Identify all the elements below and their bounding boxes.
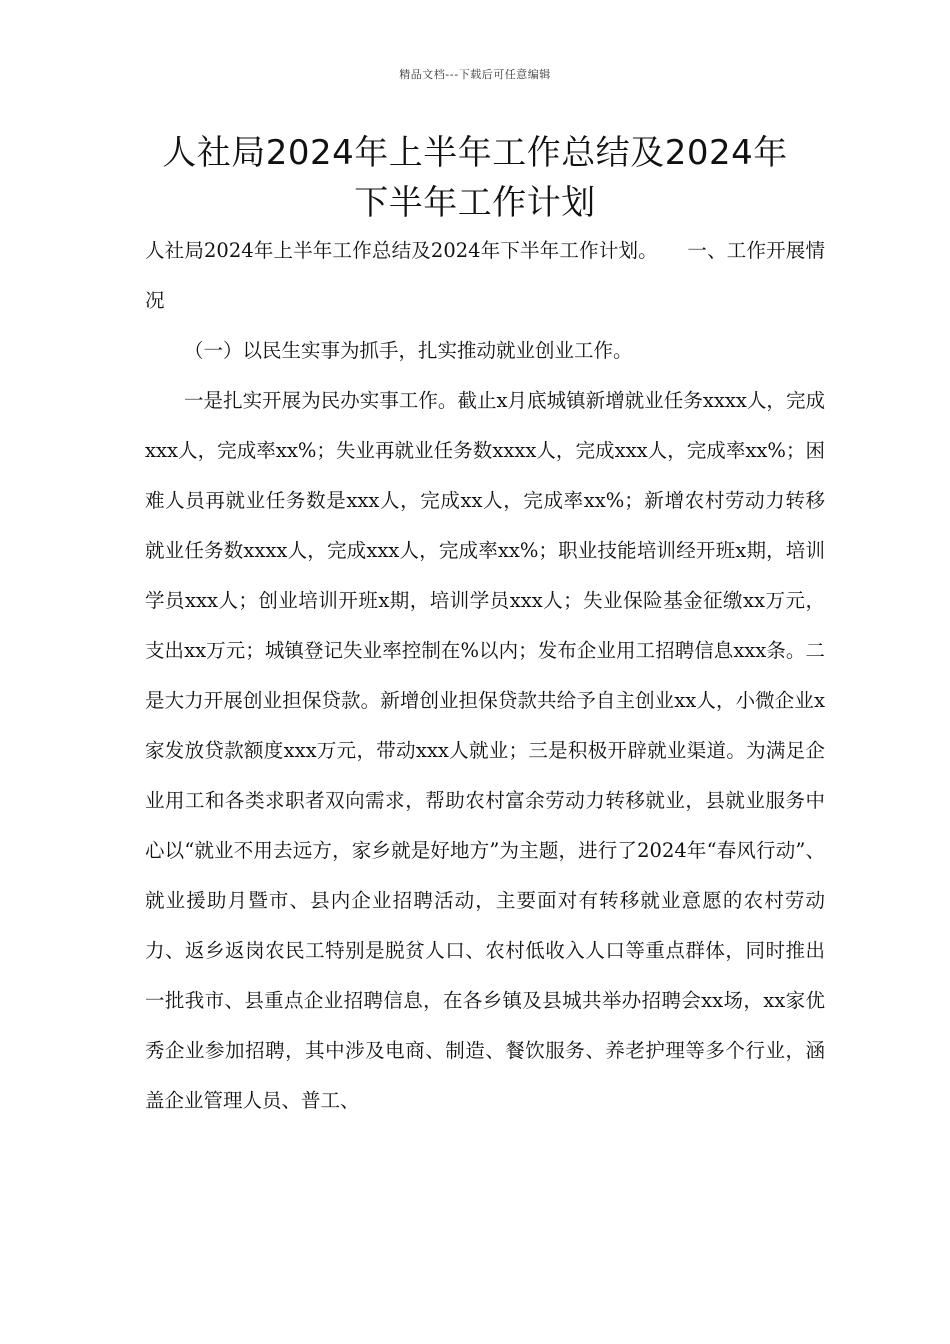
intro-paragraph: 人社局2024年上半年工作总结及2024年下半年工作计划。 一、工作开展情况	[145, 239, 825, 312]
document-title: 人社局2024年上半年工作总结及2024年下半年工作计划	[162, 133, 788, 223]
section-heading: （一）以民生实事为抓手，扎实推动就业创业工作。	[184, 339, 633, 362]
header-note: 精品文档---下载后可任意编辑	[399, 68, 551, 81]
body-paragraph: 一是扎实开展为民办实事工作。截止x月底城镇新增就业任务xxxx人，完成xxx人，完成率xx%；失业再就业任务数xxxx人，完成xxx人，完成率xx%；困难人员再就业任务数是xxx人，完成xx人，完成率xx%；新增农村劳动力转移就业任务数xxxx人，完成xxx人，完成率xx%；职业技能培训经开班x期，培训学员xxx人；创业培训开班x期，培训学员xxx人；失业保险基金征缴xx万元，支出xx万元；城镇登记失业率控制在%以内；发布企业用工招聘信息xxx条。二是大力开展创业担保贷款。新增创业担保贷款共给予自主创业xx人，小微企业x家发放贷款额度xxx万元，带动xxx人就业；三是积极开辟就业渠道。为满足企业用工和各类求职者双向需求，帮助农村富余劳动力转移就业，县就业服务中心以“就业不用去远方，家乡就是好地方”为主题，进行了2024年“春风行动”、就业援助月暨市、县内企业招聘活动，主要面对有转移就业意愿的农村劳动力、返乡返岗农民工特别是脱贫人口、农村低收入人口等重点群体，同时推出一批我市、县重点企业招聘信息，在各乡镇及县城共举办招聘会xx场，xx家优秀企业参加招聘，其中涉及电商、制造、餐饮服务、养老护理等多个行业，涵盖企业管理人员、普工、	[145, 389, 825, 1112]
document-body	[145, 226, 825, 1126]
